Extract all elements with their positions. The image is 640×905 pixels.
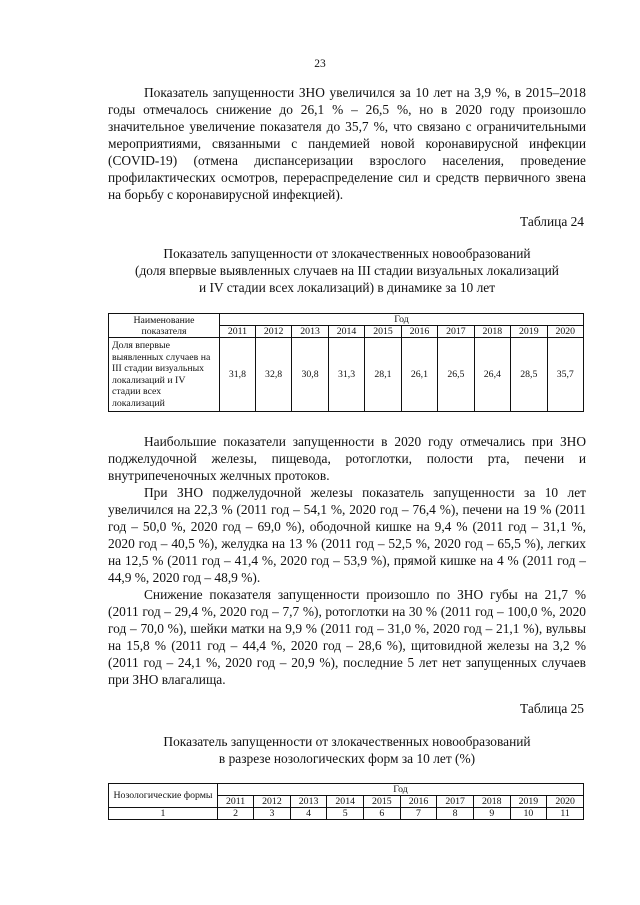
paragraph-decrease: Снижение показателя запущенности произошло по ЗНО губы на 21,7 % (2011 год – 29,4 %, 2020 год – 7,7 %), ротоглотки на 30 % (2011 год – 100,0 %, 2020 год – 70,0 %), шейки матки на 9,9 % (2011 год – 31,0 %, 2020 год – 21,1 %), вульвы на 15,8 % (2011 год – 44,4 %, 2020 год – 28,6 %), щитовидной железы на 3,2 % (2011 год – 24,1 %, 2020 год – 20,9 %), последние 5 лет нет запущенных случаев при ЗНО влагалища. — [108, 587, 586, 687]
value-cell: 31,3 — [328, 338, 364, 412]
table-25-caption: Таблица 25 — [520, 701, 584, 716]
number-cell: 11 — [547, 808, 584, 820]
year-cell: 2014 — [327, 796, 364, 808]
number-cell: 6 — [364, 808, 401, 820]
number-cell: 9 — [473, 808, 510, 820]
value-cell: 26,5 — [438, 338, 474, 412]
paragraph-intro: Показатель запущенности ЗНО увеличился за 10 лет на 3,9 %, в 2015–2018 годы отмечалось снижение до 26,1 % – 26,5 %, но в 2020 году произошло значительное увеличение показателя до 35,7 %, что связано с ограничительными мероприятиями, связанными с пандемией новой коронавирусной инфекции (COVID-19) (отмена диспансеризации взрослого населения, проведение профилактических осмотров, перераспределение сил и средств первичного звена на борьбу с коронавирусной инфекцией). — [108, 85, 586, 202]
year-cell: 2017 — [437, 796, 474, 808]
year-cell: 2016 — [400, 796, 437, 808]
table-row — [109, 338, 584, 412]
year-cell: 2012 — [254, 796, 291, 808]
number-cell: 4 — [290, 808, 327, 820]
table-24-column-header: Наименование показателя — [109, 314, 220, 338]
value-cell: 32,8 — [255, 338, 291, 412]
value-cell: 31,8 — [220, 338, 256, 412]
table-25-numbering-row — [109, 808, 584, 820]
table-25 — [108, 783, 584, 820]
year-cell: 2013 — [290, 796, 327, 808]
year-cell: 2016 — [401, 326, 437, 338]
number-cell: 10 — [510, 808, 547, 820]
number-cell: 3 — [254, 808, 291, 820]
value-cell: 26,4 — [474, 338, 510, 412]
number-cell: 5 — [327, 808, 364, 820]
value-cell: 26,1 — [401, 338, 437, 412]
table-25-year-header: Год — [218, 784, 584, 796]
year-cell: 2019 — [511, 326, 547, 338]
year-cell: 2020 — [547, 796, 584, 808]
year-cell: 2015 — [364, 796, 401, 808]
table-25-title — [108, 733, 586, 767]
table-24 — [108, 313, 584, 412]
year-cell: 2012 — [255, 326, 291, 338]
table-24-row-label: Доля впервые выявленных случаев на III стадии визуальных локализаций и IV стадии всех локализаций — [109, 338, 220, 412]
page-number: 23 — [314, 58, 326, 70]
number-cell: 8 — [437, 808, 474, 820]
table-24-caption: Таблица 24 — [520, 214, 584, 229]
paragraph-highest: Наибольшие показатели запущенности в 2020 году отмечались при ЗНО поджелудочной железы, пищевода, ротоглотки, полости рта, печени и внутрипеченочных желчных протоков. — [108, 434, 586, 483]
table-24-title-line: и IV стадии всех локализаций) в динамике за 10 лет — [198, 280, 496, 295]
table-24-title-line: Показатель запущенности от злокачественных новообразований — [163, 246, 531, 261]
year-cell: 2018 — [474, 326, 510, 338]
table-25-title-line: Показатель запущенности от злокачественных новообразований — [163, 734, 531, 749]
year-cell: 2017 — [438, 326, 474, 338]
table-24-title — [108, 245, 586, 296]
year-cell: 2011 — [220, 326, 256, 338]
year-cell: 2020 — [547, 326, 583, 338]
value-cell: 28,5 — [511, 338, 547, 412]
table-24-year-header: Год — [220, 314, 584, 326]
year-cell: 2011 — [218, 796, 254, 808]
year-cell: 2013 — [292, 326, 328, 338]
value-cell: 28,1 — [365, 338, 401, 412]
number-cell: 2 — [218, 808, 254, 820]
paragraph-increase: При ЗНО поджелудочной железы показатель запущенности за 10 лет увеличился на 22,3 % (2011 год – 54,1 %, 2020 год – 76,4 %), печени на 19 % (2011 год – 50,0 %, 2020 год – 69,0 %), ободочной кишке на 9,4 % (2011 год – 31,1 %, 2020 год – 40,5 %), желудка на 13 % (2011 год – 52,5 %, 2020 год – 65,5 %), легких на 12,5 % (2011 год – 41,4 %, 2020 год – 53,9 %), прямой кишке на 4 % (2011 год – 44,9 %, 2020 год – 48,9 %). — [108, 485, 586, 585]
year-cell: 2014 — [328, 326, 364, 338]
year-cell: 2015 — [365, 326, 401, 338]
table-24-title-line: (доля впервые выявленных случаев на III стадии визуальных локализаций — [135, 263, 559, 278]
year-cell: 2018 — [473, 796, 510, 808]
year-cell: 2019 — [510, 796, 547, 808]
number-cell: 1 — [109, 808, 218, 820]
number-cell: 7 — [400, 808, 437, 820]
value-cell: 35,7 — [547, 338, 583, 412]
value-cell: 30,8 — [292, 338, 328, 412]
table-25-title-line: в разрезе нозологических форм за 10 лет (%) — [218, 751, 476, 766]
table-25-column-header: Нозологические формы — [109, 784, 218, 808]
